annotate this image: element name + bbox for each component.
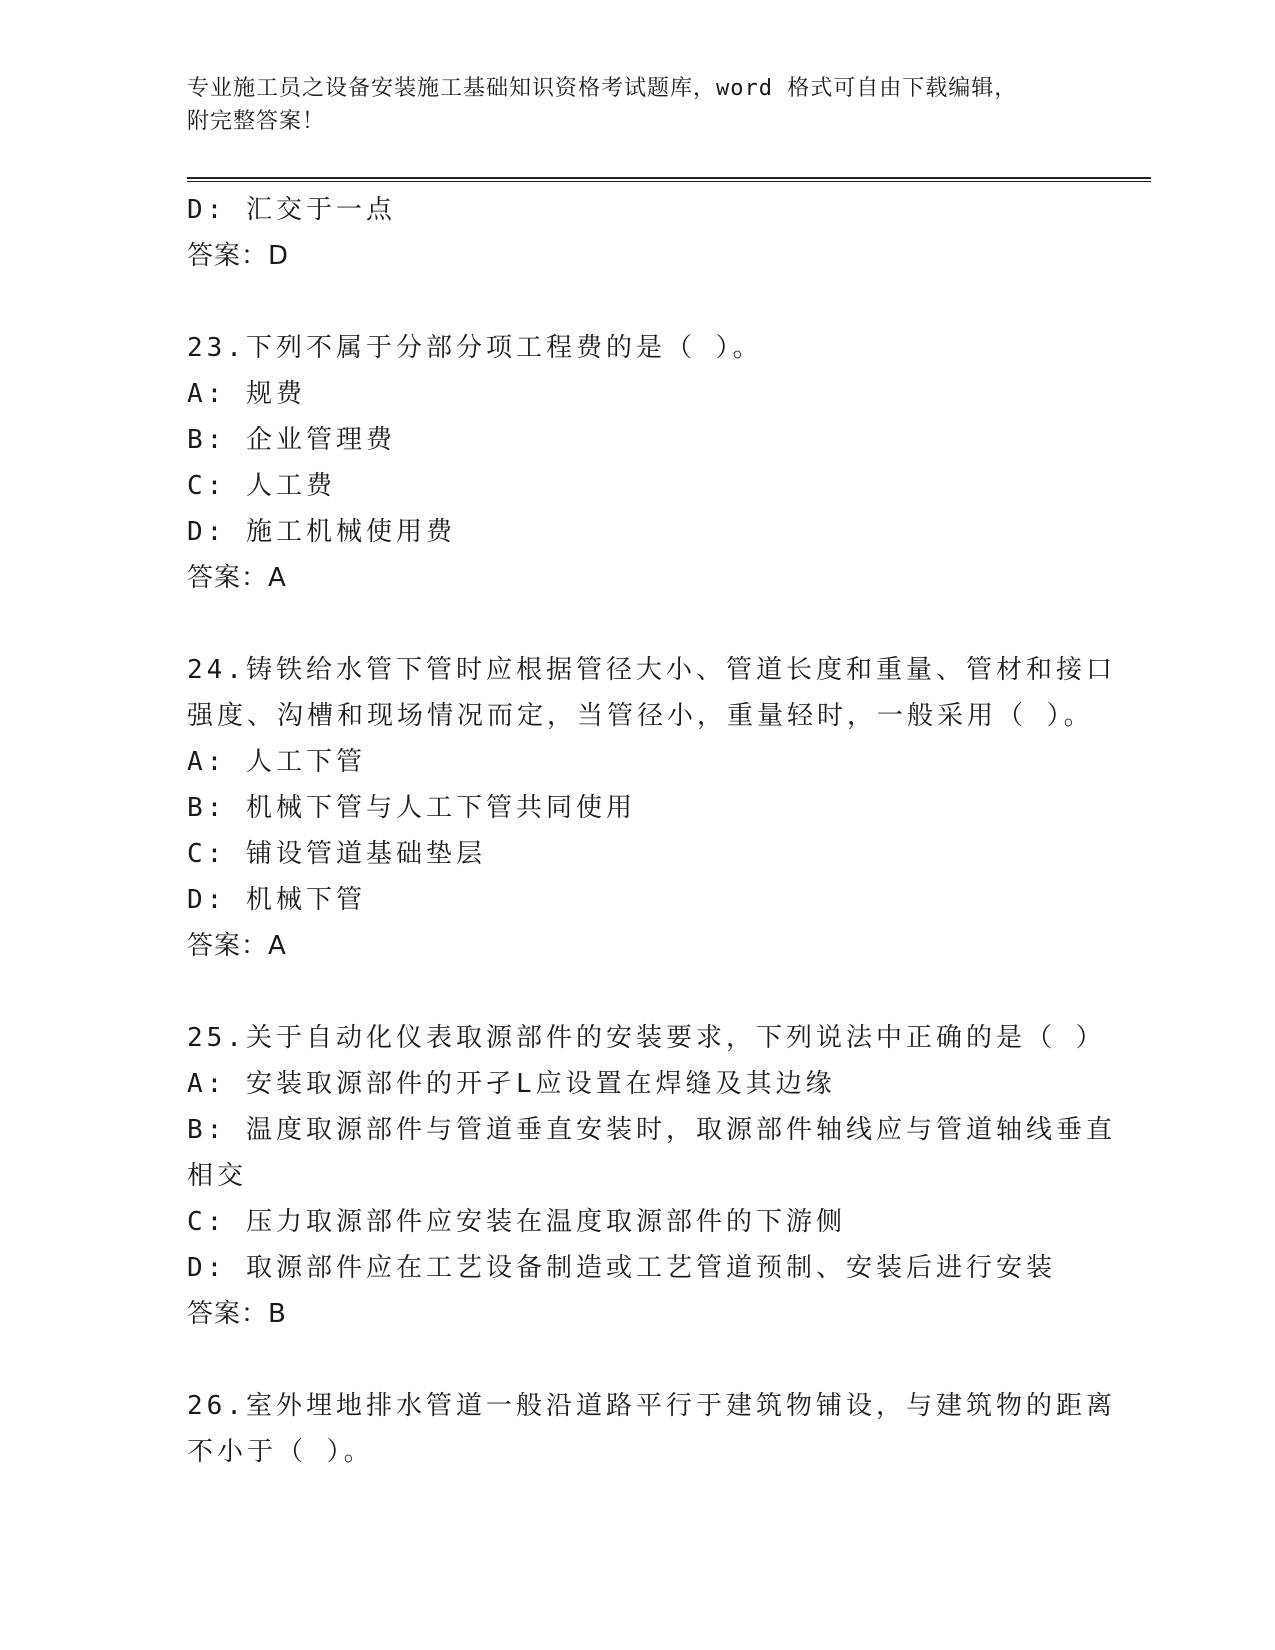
header-line-2: 附完整答案！: [187, 109, 326, 134]
header-divider-thick: [187, 177, 1151, 179]
answer: 答案：A: [187, 931, 287, 961]
header-line-1: 专业施工员之设备安装施工基础知识资格考试题库，word 格式可自由下载编辑，: [187, 76, 1018, 101]
option-c: C: 压力取源部件应安装在温度取源部件的下游侧: [187, 1207, 846, 1237]
option-c: C: 人工费: [187, 471, 336, 501]
answer: 答案：D: [187, 241, 290, 271]
option-b: B: 企业管理费: [187, 425, 396, 455]
question-stem-line-2: 不小于（ ）。: [187, 1437, 374, 1467]
question-25: [187, 1015, 1116, 1337]
option-d: D: 施工机械使用费: [187, 517, 456, 547]
option-b-line-2: 相交: [187, 1161, 248, 1191]
question-stem-line-1: 24.铸铁给水管下管时应根据管径大小、管道长度和重量、管材和接口: [187, 655, 1116, 685]
option-c: C: 铺设管道基础垫层: [187, 839, 486, 869]
question-23: [187, 325, 1087, 601]
question-stem-line-1: 26.室外埋地排水管道一般沿道路平行于建筑物铺设，与建筑物的距离: [187, 1391, 1116, 1421]
spacer: [187, 969, 1087, 1015]
answer: 答案：A: [187, 563, 287, 593]
spacer: [187, 279, 1087, 325]
question-stem: 25.关于自动化仪表取源部件的安装要求，下列说法中正确的是（ ）: [187, 1023, 1106, 1053]
spacer: [187, 601, 1087, 647]
option-b-line-1: B: 温度取源部件与管道垂直安装时，取源部件轴线应与管道轴线垂直: [187, 1115, 1116, 1145]
answer: 答案：B: [187, 1299, 287, 1329]
question-content: [187, 187, 1116, 1475]
spacer: [187, 1337, 1087, 1383]
question-24: [187, 647, 1116, 969]
header-divider-thin: [187, 181, 1151, 182]
option-a: A: 规费: [187, 379, 306, 409]
option-a: A: 安装取源部件的开孑L应设置在焊缝及其边缘: [187, 1069, 836, 1099]
question-stem: 23.下列不属于分部分项工程费的是（ ）。: [187, 333, 763, 363]
question-stem-line-2: 强度、沟槽和现场情况而定，当管径小，重量轻时，一般采用（ ）。: [187, 701, 1094, 731]
option-d: D: 机械下管: [187, 885, 366, 915]
option-d: D: 汇交于一点: [187, 195, 396, 225]
page-header: [187, 72, 1087, 138]
question-26: [187, 1383, 1116, 1475]
option-d: D: 取源部件应在工艺设备制造或工艺管道预制、安装后进行安装: [187, 1253, 1056, 1283]
option-a: A: 人工下管: [187, 747, 366, 777]
option-b: B: 机械下管与人工下管共同使用: [187, 793, 636, 823]
